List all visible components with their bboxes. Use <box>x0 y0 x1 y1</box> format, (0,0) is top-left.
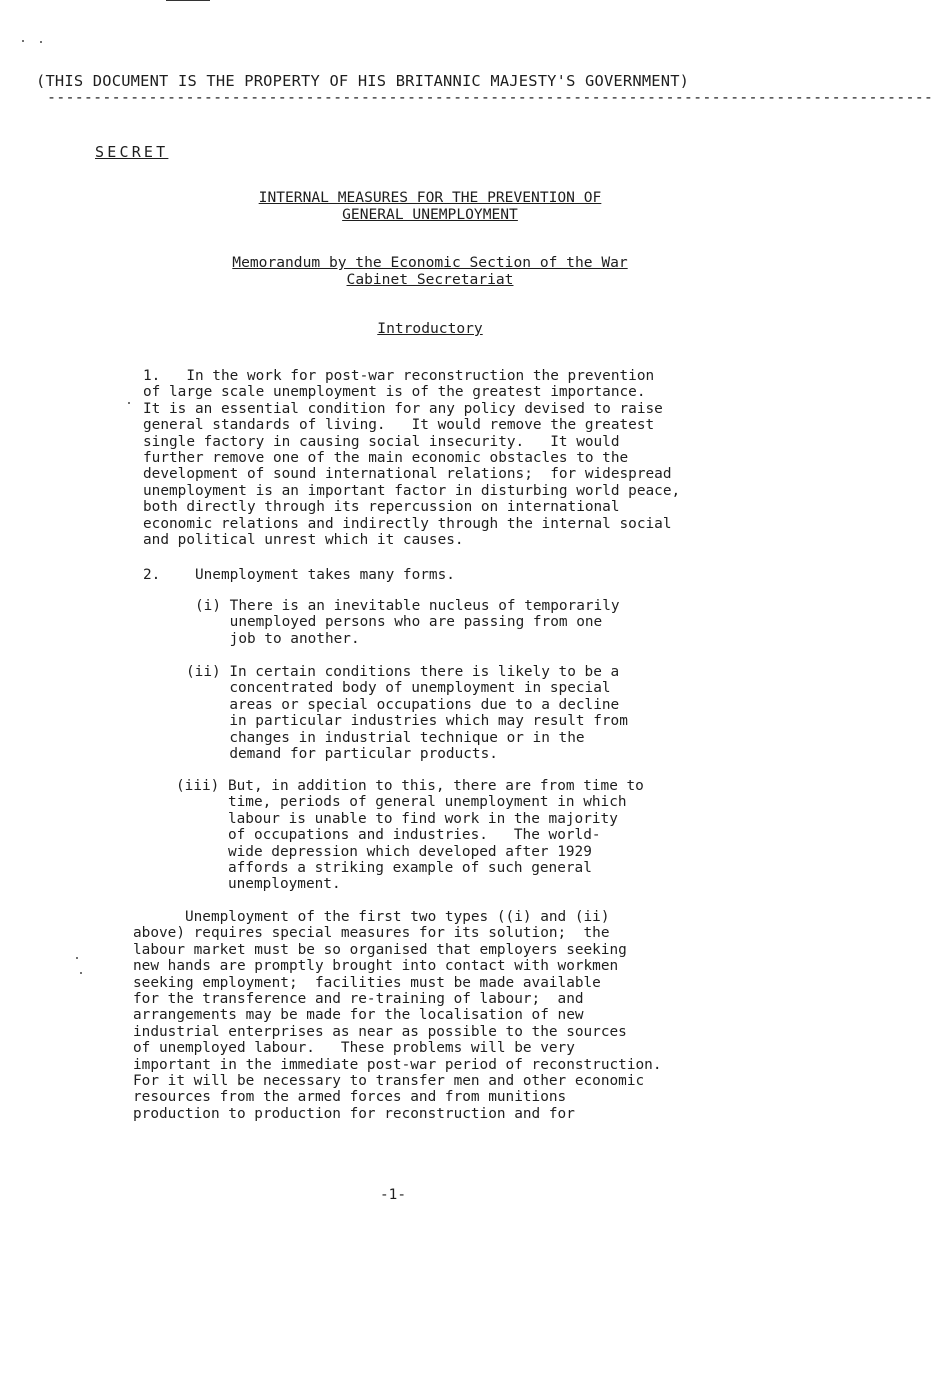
top-edge-mark <box>166 0 210 1</box>
scan-speck <box>76 957 78 959</box>
title-line: INTERNAL MEASURES FOR THE PREVENTION OF <box>258 189 602 206</box>
scan-speck <box>22 40 24 42</box>
banner-rule: ------------------------------------------------------------------------------------------------ <box>47 88 933 106</box>
paragraph-3: Unemployment of the first two types ((i) and (ii) above) requires special measures for its solution; the labour market must be so organised that employers seeking new hands are promptly brought into contact with workmen seeking employment; facilities must be made available for the transference and re-training of labour; and arrangements may be made for the localisation of new industrial enterprises as near as possible to the sources of unemployed labour. These problems will be very important in the immediate post-war period of reconstruction. For it will be necessary to transfer men and other economic resources from the armed forces and from munitions production to production for reconstruction and for <box>133 909 662 1122</box>
scan-speck <box>40 41 42 43</box>
page-number: -1- <box>380 1187 406 1203</box>
title-line: GENERAL UNEMPLOYMENT <box>342 206 518 223</box>
paragraph-2: 2. Unemployment takes many forms. <box>143 567 455 583</box>
list-item-iii: (iii) But, in addition to this, there are from time to time, periods of general unemployment in which labour is unable to find work in the majority of occupations and industries. The world- wide depression which developed after 1929 affords a striking example of such general unemployment. <box>176 778 644 893</box>
list-item-ii: (ii) In certain conditions there is likely to be a concentrated body of unemployment in special areas or special occupations due to a decline in particular industries which may result from changes in industrial technique or in the demand for particular products. <box>186 664 628 763</box>
classification-label: SECRET <box>95 143 169 161</box>
document-subtitle <box>150 254 710 288</box>
scan-speck <box>80 972 82 974</box>
scan-speck <box>128 402 130 404</box>
subtitle-line: Memorandum by the Economic Section of the War <box>232 254 628 271</box>
subtitle-line: Cabinet Secretariat <box>346 271 514 288</box>
section-heading-text: Introductory <box>377 320 483 337</box>
paragraph-1: 1. In the work for post-war reconstruction the prevention of large scale unemployment is of the greatest importance. It is an essential condition for any policy devised to raise general standards of living. It would remove the greatest single factory in causing social insecurity. It would further remove one of the main economic obstacles to the development of sound international relations; for widespread unemployment is an important factor in disturbing world peace, both directly through its repercussion on international economic relations and indirectly through the internal social and political unrest which it causes. <box>143 368 681 549</box>
section-heading <box>150 320 710 337</box>
ownership-banner: (THIS DOCUMENT IS THE PROPERTY OF HIS BRITANNIC MAJESTY'S GOVERNMENT) <box>36 72 690 90</box>
list-item-i: (i) There is an inevitable nucleus of temporarily unemployed persons who are passing from one job to another. <box>195 598 620 647</box>
document-title <box>150 189 710 223</box>
